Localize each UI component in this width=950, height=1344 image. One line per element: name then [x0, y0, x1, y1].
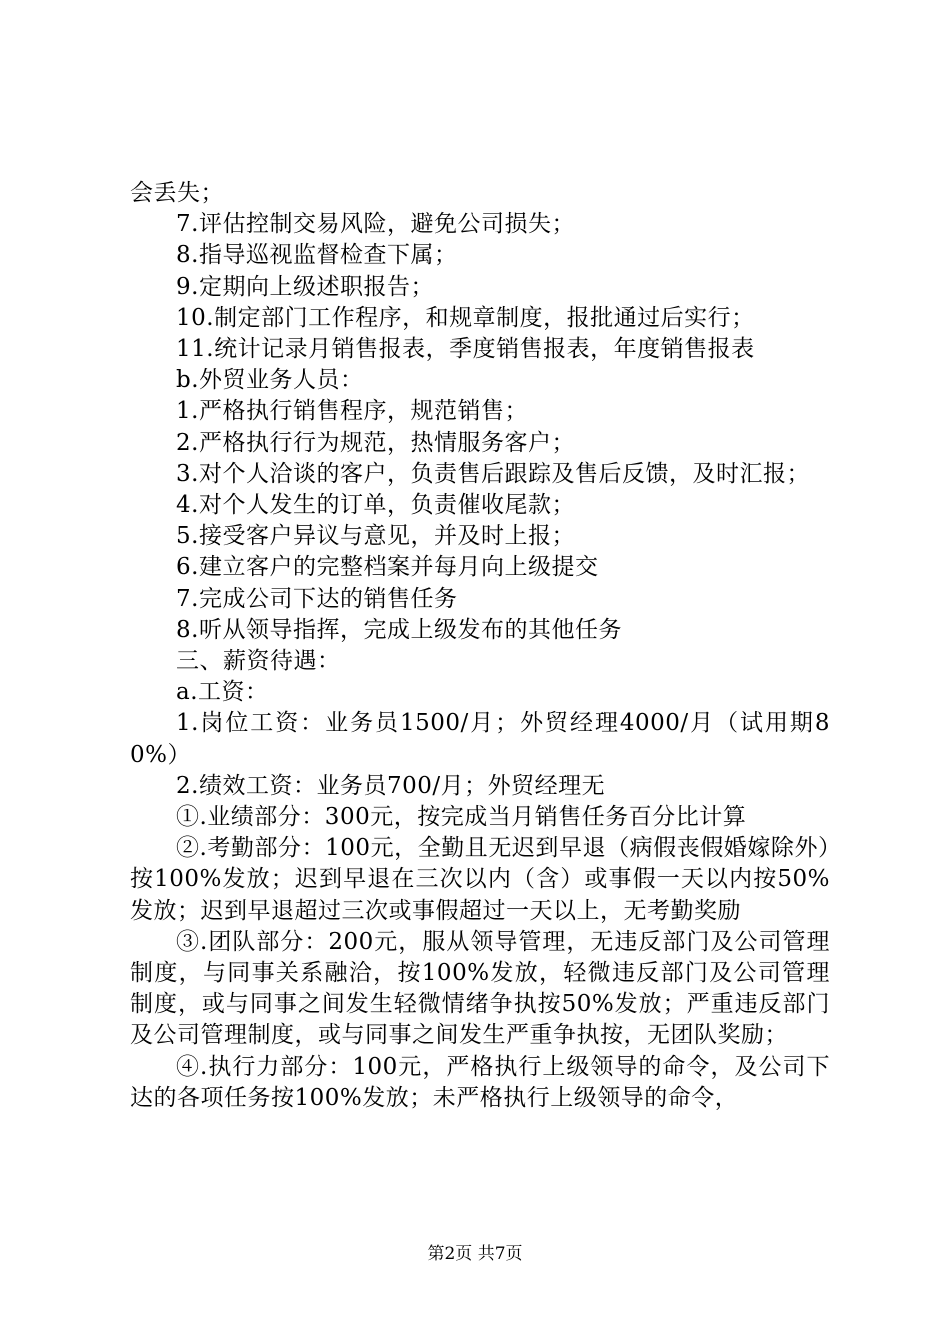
paragraph: 1.严格执行销售程序，规范销售；: [176, 398, 528, 425]
paragraph: 三、薪资待遇：: [176, 648, 341, 675]
page-footer: 第2页 共7页: [427, 1244, 523, 1264]
paragraph: ②.考勤部分：100元，全勤且无迟到早退（病假丧假婚嫁除外）按100%发放；迟到早退在三次以内（含）或事假一天以内按50%发放；迟到早退超过三次或事假超过一天以上，无考勤奖励: [130, 835, 830, 924]
paragraph: 5.接受客户异议与意见，并及时上报；: [176, 523, 575, 550]
paragraph: ③.团队部分：200元，服从领导管理，无违反部门及公司管理制度，与同事关系融洽，按100%发放，轻微违反部门及公司管理制度，或与同事之间发生轻微情绪争执按50%发放；严重违反部门及公司管理制度，或与同事之间发生严重争执按，无团队奖励；: [130, 928, 830, 1049]
paragraph: 10.制定部门工作程序，和规章制度，报批通过后实行；: [176, 304, 755, 331]
paragraph: 会丢失；: [130, 180, 224, 206]
paragraph: a.工资：: [176, 679, 269, 706]
paragraph: 9.定期向上级述职报告；: [176, 273, 434, 300]
paragraph: 3.对个人洽谈的客户，负责售后跟踪及售后反馈，及时汇报；: [176, 460, 810, 487]
paragraph: ④.执行力部分：100元，严格执行上级领导的命令，及公司下达的各项任务按100%发放；未严格执行上级领导的命令，: [130, 1053, 830, 1111]
paragraph: 2.严格执行行为规范，热情服务客户；: [176, 429, 575, 456]
paragraph: 6.建立客户的完整档案并每月向上级提交: [176, 554, 599, 581]
paragraph: ①.业绩部分：300元，按完成当月销售任务百分比计算: [176, 804, 747, 831]
paragraph: 4.对个人发生的订单，负责催收尾款；: [176, 492, 575, 519]
paragraph: 7.评估控制交易风险，避免公司损失；: [176, 211, 575, 238]
paragraph: 2.绩效工资：业务员700/月；外贸经理无: [176, 772, 606, 799]
paragraph: 8.指导巡视监督检查下属；: [176, 242, 458, 269]
paragraph: 8.听从领导指挥，完成上级发布的其他任务: [176, 616, 622, 643]
document-body: [130, 178, 830, 1114]
paragraph: 7.完成公司下达的销售任务: [176, 585, 458, 612]
paragraph: b.外贸业务人员：: [176, 367, 364, 394]
paragraph: 11.统计记录月销售报表，季度销售报表，年度销售报表: [176, 336, 755, 363]
paragraph: 1.岗位工资：业务员1500/月；外贸经理4000/月（试用期80%）: [130, 710, 830, 768]
